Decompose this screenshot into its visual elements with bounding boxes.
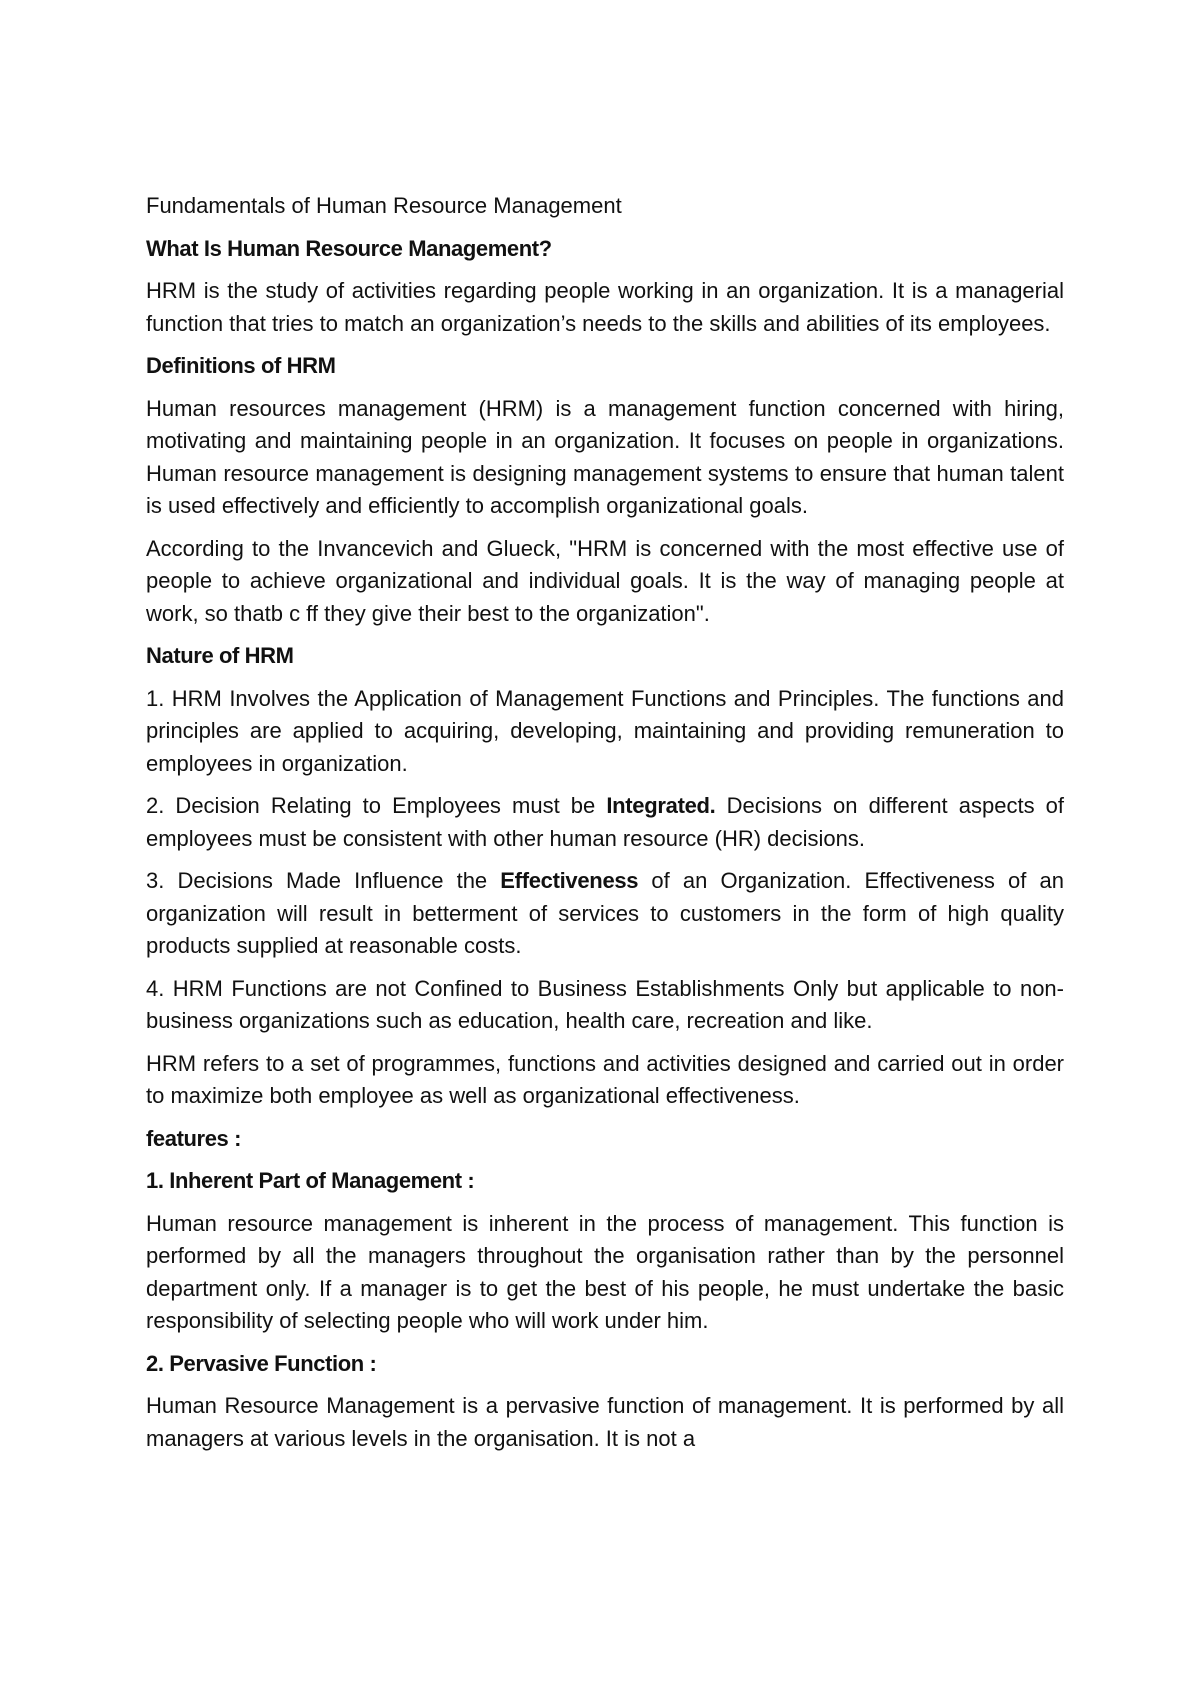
nature-point-3-lead: 3. Decisions Made Influence the <box>146 868 501 893</box>
what-is-hrm-paragraph: HRM is the study of activities regarding people working in an organization. It is a managerial function that tries to match an organization’s needs to the skills and abilities of its employees. <box>146 278 1064 336</box>
nature-point-2-lead: 2. Decision Relating to Employees must be <box>146 793 607 818</box>
what-is-hrm-heading: What Is Human Resource Management? <box>146 235 552 261</box>
nature-point-3 <box>146 865 1064 963</box>
nature-summary: HRM refers to a set of programmes, functions and activities designed and carried out in order to maximize both employee as well as organizational effectiveness. <box>146 1050 1064 1108</box>
nature-point-4: 4. HRM Functions are not Confined to Business Establishments Only but applicable to non-business organizations such as education, health care, recreation and like. <box>146 975 1064 1033</box>
feature-2-text: Human Resource Management is a pervasive function of management. It is performed by all managers at various levels in the organisation. It is not a <box>146 1393 1064 1451</box>
nature-heading: Nature of HRM <box>146 643 294 668</box>
document-title: Fundamentals of Human Resource Management <box>146 193 622 218</box>
feature-1-text: Human resource management is inherent in the process of management. This function is performed by all the managers throughout the organisation rather than by the personnel department only. If a manager is to get the best of his people, he must undertake the basic responsibility of selecting people who will work under him. <box>146 1210 1064 1333</box>
feature-2-heading: 2. Pervasive Function : <box>146 1350 377 1376</box>
nature-point-2-emphasis: Integrated. <box>606 793 716 818</box>
nature-point-1: 1. HRM Involves the Application of Management Functions and Principles. The functions and principles are applied to acquiring, developing, maintaining and providing remuneration to employees in organization. <box>146 685 1064 776</box>
features-heading: features : <box>146 1125 242 1151</box>
nature-point-2 <box>146 790 1064 855</box>
definitions-paragraph-2: According to the Invancevich and Glueck, "HRM is concerned with the most effective use of people to achieve organizational and individual goals. It is the way of managing people at work, so thatb c ff they give their best to the organization". <box>146 535 1064 626</box>
nature-point-2-rest: Decisions on different aspects of employees must be consistent with other human resource (HR) decisions. <box>146 793 1064 851</box>
feature-1-heading: 1. Inherent Part of Management : <box>146 1168 475 1193</box>
nature-point-3-rest: of an Organization. Effectiveness of an organization will result in betterment of services to customers in the form of high quality products supplied at reasonable costs. <box>146 868 1064 958</box>
nature-point-3-emphasis: Effectiveness <box>500 868 639 893</box>
definitions-paragraph-1: Human resources management (HRM) is a management function concerned with hiring, motivating and maintaining people in an organization. It focuses on people in organizations. Human resource management is designing management systems to ensure that human talent is used effectively and efficiently to accomplish organizational goals. <box>146 395 1064 518</box>
definitions-heading: Definitions of HRM <box>146 353 336 378</box>
document-body <box>146 190 1064 1465</box>
